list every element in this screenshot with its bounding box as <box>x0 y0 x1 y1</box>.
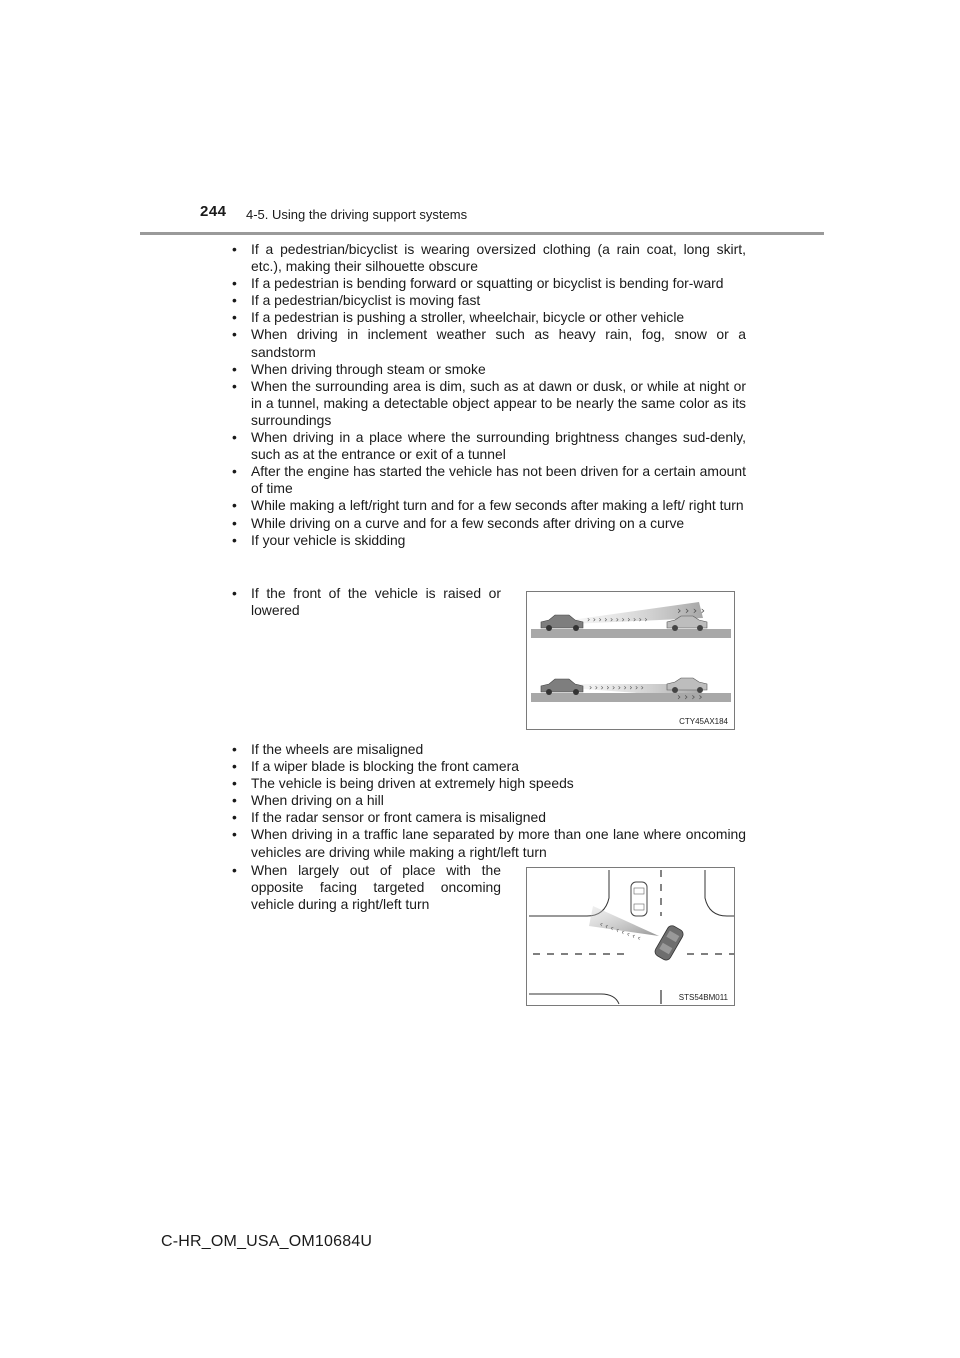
list-item: • When the surrounding area is dim, such as at dawn or dusk, or while at night or in a tunnel, making a detectable object appear to be nearly the same color as its surroundings <box>229 378 746 429</box>
list-item: • If a wiper blade is blocking the front camera <box>229 758 746 775</box>
list-item: • When driving in a place where the surrounding brightness changes sud-denly, such as at the entrance or exit of a tunnel <box>229 429 746 463</box>
list-item: • While making a left/right turn and for a few seconds after making a left/ right turn <box>229 497 746 514</box>
list-item: • If a pedestrian is pushing a stroller, wheelchair, bicycle or other vehicle <box>229 309 746 326</box>
content-middle <box>229 741 746 861</box>
list-item: • While driving on a curve and for a few seconds after driving on a curve <box>229 515 746 532</box>
content-top <box>229 241 746 549</box>
figure-block-turn <box>229 862 737 1007</box>
list-item: • The vehicle is being driven at extremely high speeds <box>229 775 746 792</box>
list-item: • When largely out of place with the opposite facing targeted oncoming vehicle during a right/left turn <box>229 862 501 913</box>
svg-text:› › › › › › › › › › ›: › › › › › › › › › › › <box>587 615 648 624</box>
figure-caption: CTY45AX184 <box>679 717 728 726</box>
figure-text-list <box>229 862 501 913</box>
figure-caption: STS54BM011 <box>678 993 728 1002</box>
svg-text:› › › ›: › › › › <box>677 604 706 617</box>
svg-text:› › › ›: › › › › <box>677 692 703 703</box>
list-item: • When driving on a hill <box>229 792 746 809</box>
list-item: • If the wheels are misaligned <box>229 741 746 758</box>
list-item: • If a pedestrian is bending forward or squatting or bicyclist is bending for-ward <box>229 275 746 292</box>
figure-text-list <box>229 585 501 619</box>
header-divider <box>140 232 824 235</box>
document-code: C-HR_OM_USA_OM10684U <box>161 1233 373 1250</box>
section-title: 4-5. Using the driving support systems <box>246 207 468 222</box>
list-item: • If a pedestrian/bicyclist is moving fast <box>229 292 746 309</box>
list-item: • If the radar sensor or front camera is misaligned <box>229 809 746 826</box>
page-number: 244 <box>200 203 227 220</box>
list-item: • After the engine has started the vehicle has not been driven for a certain amount of time <box>229 463 746 497</box>
illustration-vehicle-raised <box>526 591 735 730</box>
illustration-turn-misalignment <box>526 867 735 1006</box>
intersection-diagram <box>527 868 734 1005</box>
figure-block-raised <box>229 585 737 725</box>
svg-text:› › › › › › › › › ›: › › › › › › › › › › <box>589 683 644 692</box>
vehicle-pitch-diagram <box>527 592 734 729</box>
list-item: • If the front of the vehicle is raised or lowered <box>229 585 501 619</box>
list-item: • When driving through steam or smoke <box>229 361 746 378</box>
condition-list-top <box>229 241 746 549</box>
page-header <box>0 0 960 240</box>
list-item: • When driving in a traffic lane separated by more than one lane where oncoming vehicles are driving while making a right/left turn <box>229 826 746 860</box>
list-item: • If your vehicle is skidding <box>229 532 746 549</box>
svg-text:‹ ‹ ‹ ‹ ‹ ‹ ‹ ‹: ‹ ‹ ‹ ‹ ‹ ‹ ‹ ‹ <box>598 919 643 943</box>
condition-list-middle <box>229 741 746 861</box>
list-item: • When driving in inclement weather such as heavy rain, fog, snow or a sandstorm <box>229 326 746 360</box>
list-item: • If a pedestrian/bicyclist is wearing oversized clothing (a rain coat, long skirt, etc.), making their silhouette obscure <box>229 241 746 275</box>
